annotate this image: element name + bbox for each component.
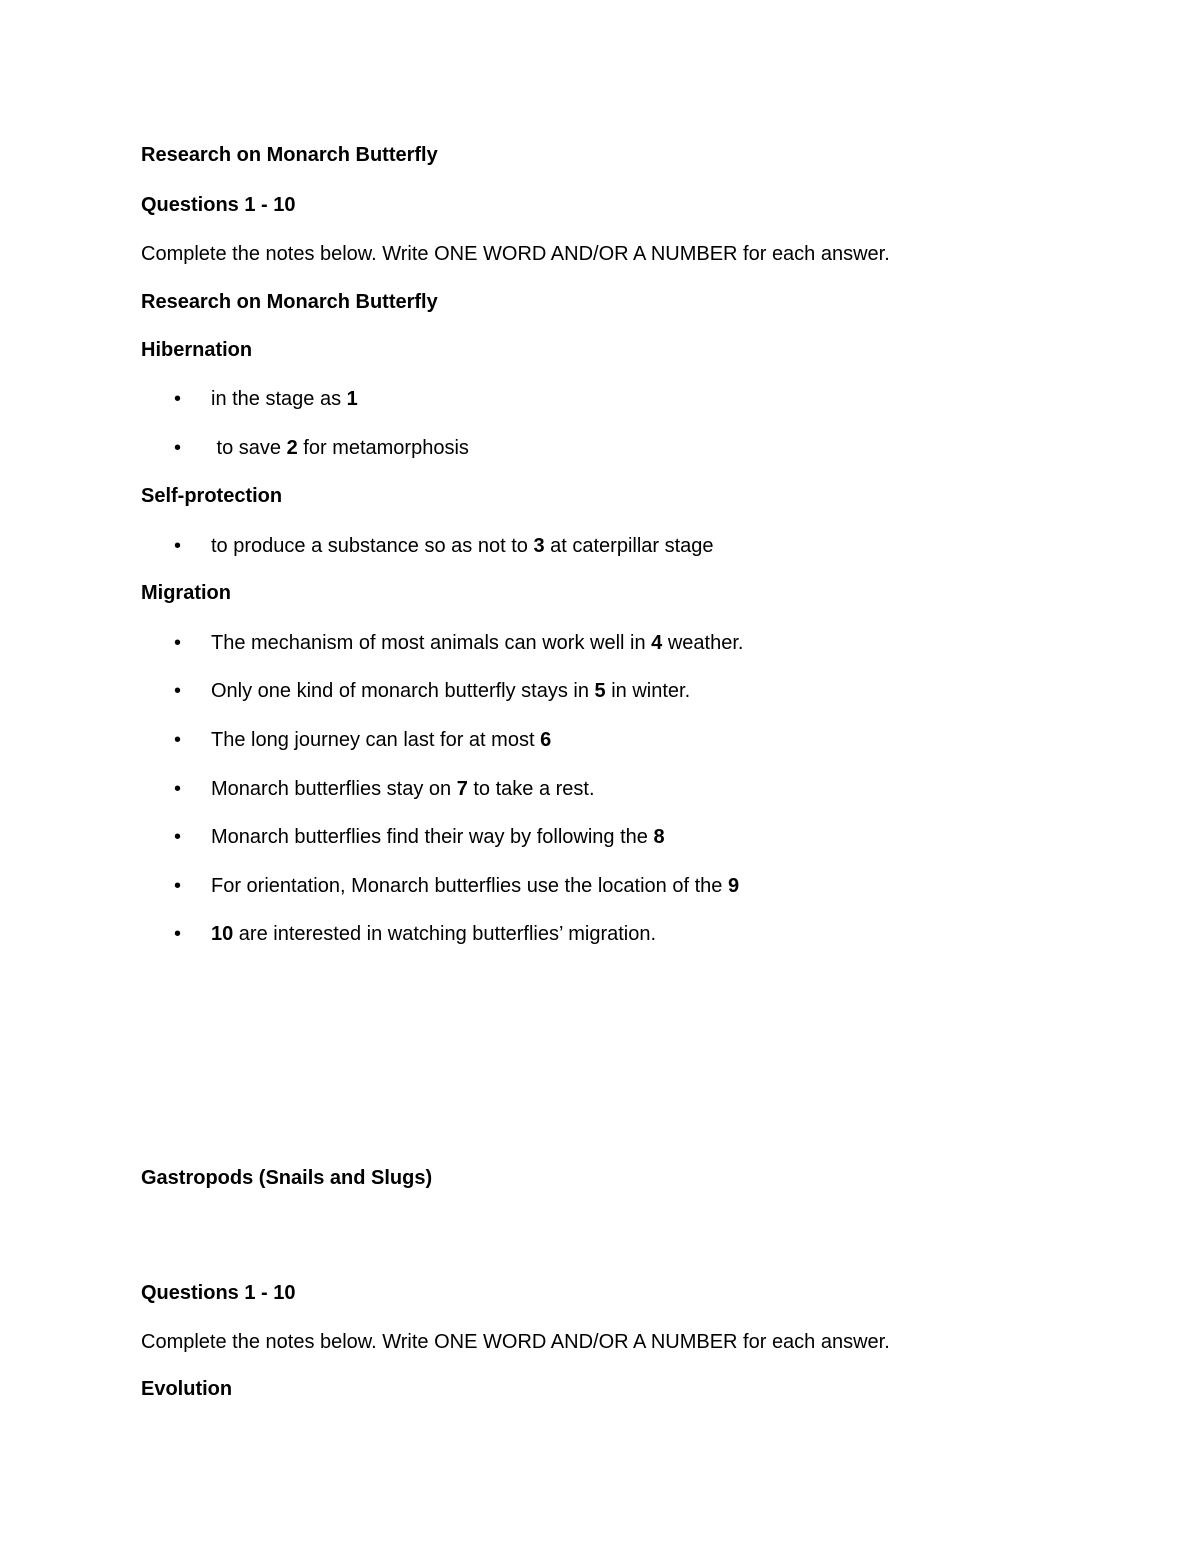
question-number: 8 [653, 826, 665, 848]
list-item: 10 are interested in watching butterflies’ migration. [211, 923, 657, 945]
question-number: 7 [456, 778, 468, 800]
question-number: 10 [211, 923, 234, 945]
question-number: 6 [540, 729, 552, 751]
list-item: Monarch butterflies stay on 7 to take a rest. [211, 778, 595, 800]
bullet-icon: • [174, 632, 182, 654]
list-item: in the stage as 1 [211, 388, 358, 410]
list-item: Only one kind of monarch butterfly stays in 5 in winter. [211, 680, 691, 702]
bullet-icon: • [174, 875, 182, 897]
evolution-heading: Evolution [141, 1378, 233, 1400]
questions-heading: Questions 1 - 10 [141, 1282, 296, 1304]
bullet-icon: • [174, 437, 182, 459]
question-number: 2 [286, 437, 298, 459]
list-item: to produce a substance so as not to 3 at caterpillar stage [211, 535, 714, 557]
bullet-icon: • [174, 923, 182, 945]
bullet-icon: • [174, 826, 182, 848]
bullet-icon: • [174, 388, 182, 410]
list-item: The mechanism of most animals can work well in 4 weather. [211, 632, 744, 654]
bullet-icon: • [174, 729, 182, 751]
list-item: Monarch butterflies find their way by following the 8 [211, 826, 665, 848]
section-title-gastropods: Gastropods (Snails and Slugs) [141, 1167, 433, 1189]
list-item: For orientation, Monarch butterflies use the location of the 9 [211, 875, 740, 897]
bullet-icon: • [174, 535, 182, 557]
bullet-icon: • [174, 778, 182, 800]
question-number: 1 [346, 388, 358, 410]
notes-title: Research on Monarch Butterfly [141, 291, 438, 313]
question-number: 5 [594, 680, 606, 702]
list-item: to save 2 for metamorphosis [211, 437, 469, 459]
list-item: The long journey can last for at most 6 [211, 729, 552, 751]
migration-heading: Migration [141, 582, 231, 604]
section-title: Research on Monarch Butterfly [141, 144, 438, 166]
instructions-text: Complete the notes below. Write ONE WORD AND/OR A NUMBER for each answer. [141, 1331, 890, 1353]
question-number: 4 [651, 632, 663, 654]
self-protection-heading: Self-protection [141, 485, 283, 507]
questions-heading: Questions 1 - 10 [141, 194, 296, 216]
hibernation-heading: Hibernation [141, 339, 253, 361]
bullet-icon: • [174, 680, 182, 702]
instructions-text: Complete the notes below. Write ONE WORD AND/OR A NUMBER for each answer. [141, 243, 890, 265]
question-number: 9 [727, 875, 740, 897]
question-number: 3 [533, 535, 545, 557]
